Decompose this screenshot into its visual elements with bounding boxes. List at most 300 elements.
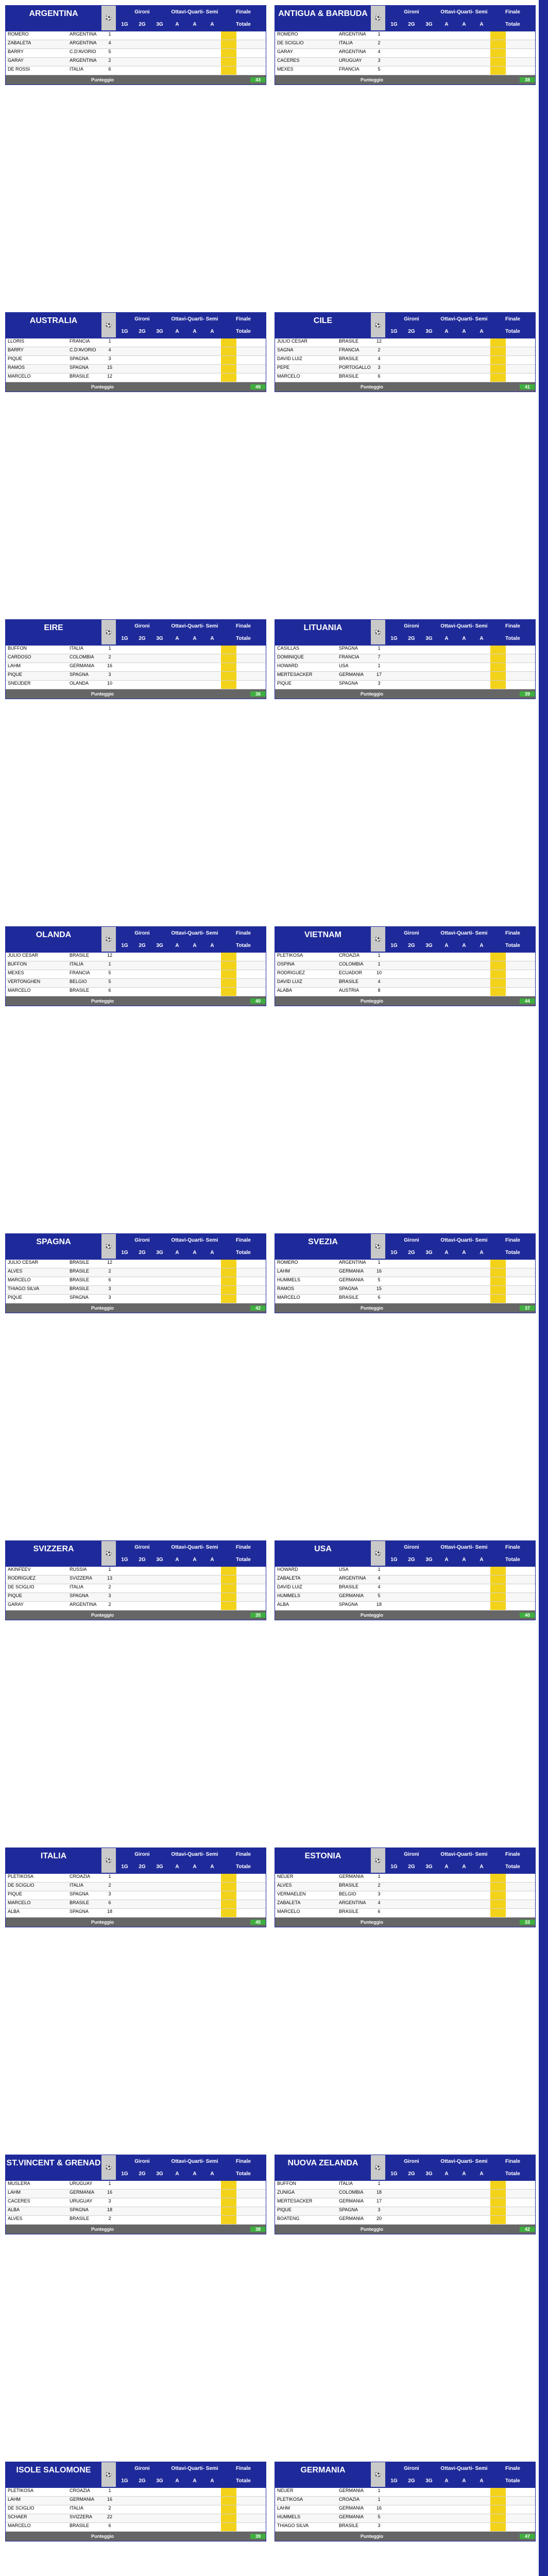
row-total — [221, 979, 236, 987]
table-row — [275, 953, 535, 961]
player-nation: ITALIA — [70, 2505, 83, 2511]
row-total — [221, 1575, 236, 1584]
row-total — [221, 988, 236, 996]
score-cell — [438, 663, 455, 671]
score-cell — [403, 365, 420, 373]
score-cell — [116, 663, 133, 671]
row-total — [490, 979, 506, 987]
player-name: CACERES — [277, 58, 300, 63]
country-title: SVIZZERA — [6, 1541, 101, 1566]
ottavi-header: Ottavi-Quarti- Semi — [440, 1544, 488, 1550]
score-cell — [473, 338, 490, 347]
col-header: 1G — [390, 2478, 398, 2484]
score-cell — [438, 1593, 455, 1601]
score-cell — [133, 2488, 151, 2496]
finale-header: Finale — [236, 1851, 251, 1857]
header-top — [116, 620, 266, 632]
player-number: 8 — [378, 988, 381, 993]
score-cell — [420, 2190, 438, 2198]
column-headers — [385, 620, 535, 645]
score-cell — [168, 970, 186, 978]
table-row — [275, 2207, 535, 2216]
score-cell — [420, 1584, 438, 1592]
row-total — [490, 31, 506, 40]
score-cell — [385, 66, 403, 75]
ottavi-header: Ottavi-Quarti- Semi — [171, 623, 218, 629]
player-number: 3 — [108, 1295, 111, 1300]
score-cell — [385, 49, 403, 57]
score-cell — [116, 1584, 133, 1592]
player-nation: ITALIA — [339, 2181, 353, 2186]
score-cell — [385, 2505, 403, 2514]
score-cell — [473, 663, 490, 671]
score-cell — [186, 2514, 203, 2522]
player-name: ZABALETA — [277, 1575, 301, 1581]
column-headers — [116, 1234, 266, 1259]
ottavi-header: Ottavi-Quarti- Semi — [440, 1851, 488, 1857]
col-header: A — [193, 2478, 197, 2484]
header-bottom — [116, 2475, 266, 2487]
score-cell — [203, 2216, 221, 2224]
player-nation: FRANCIA — [70, 970, 90, 975]
player-name: PEPE — [277, 365, 290, 370]
ottavi-header: Ottavi-Quarti- Semi — [171, 2465, 218, 2471]
team-panel — [5, 2462, 266, 2541]
col-header: 3G — [156, 2478, 163, 2484]
score-cell — [385, 1874, 403, 1882]
row-total — [490, 40, 506, 48]
footer-label: Punteggio — [91, 1306, 114, 1311]
score-cell — [186, 961, 203, 970]
ottavi-header: Ottavi-Quarti- Semi — [171, 1237, 218, 1243]
player-number: 12 — [107, 953, 112, 958]
score-cell — [116, 2497, 133, 2505]
score-cell — [438, 31, 455, 40]
finale-header: Finale — [236, 2158, 251, 2164]
score-cell — [385, 1909, 403, 1917]
col-header: A — [193, 635, 197, 641]
team-panel — [5, 5, 266, 85]
score-cell — [420, 681, 438, 689]
row-total — [490, 1909, 506, 1917]
player-name: HUMMELS — [277, 1277, 301, 1282]
player-name: BUFFON — [8, 646, 27, 651]
table-row — [275, 1575, 535, 1584]
score-cell — [116, 979, 133, 987]
col-header: 3G — [425, 635, 433, 641]
score-cell — [385, 347, 403, 355]
panel-footer — [6, 1611, 266, 1620]
score-cell — [116, 1883, 133, 1891]
col-header: A — [462, 2478, 466, 2484]
score-cell — [473, 1900, 490, 1908]
header-top — [116, 2155, 266, 2167]
score-cell — [186, 49, 203, 57]
player-name: SAGNA — [277, 347, 294, 352]
score-cell — [186, 663, 203, 671]
player-name: PLETIKOSA — [277, 953, 303, 958]
table-row — [275, 681, 535, 689]
player-nation: SPAGNA — [70, 1295, 89, 1300]
score-cell — [403, 2190, 420, 2198]
col-header: 2G — [408, 1556, 415, 1563]
table-row — [275, 31, 535, 40]
player-name: HUMMELS — [277, 1593, 301, 1598]
score-cell — [186, 1575, 203, 1584]
panel-header — [275, 1848, 535, 1874]
score-cell — [168, 1575, 186, 1584]
score-cell — [420, 2505, 438, 2514]
score-cell — [473, 1584, 490, 1592]
score-cell — [203, 654, 221, 663]
score-cell — [186, 1277, 203, 1285]
ottavi-header: Ottavi-Quarti- Semi — [440, 1237, 488, 1243]
score-cell — [385, 2190, 403, 2198]
score-cell — [168, 1295, 186, 1303]
col-header: 2G — [139, 2478, 146, 2484]
player-number: 17 — [376, 672, 382, 677]
score-cell — [385, 2198, 403, 2207]
col-header: A — [210, 1863, 214, 1870]
score-cell — [438, 1900, 455, 1908]
score-cell — [133, 365, 151, 373]
player-number: 1 — [108, 2488, 111, 2493]
table-row — [275, 1891, 535, 1900]
score-cell — [473, 1874, 490, 1882]
panel-header — [6, 313, 266, 338]
table-row — [6, 654, 266, 663]
score-cell — [438, 2190, 455, 2198]
col-header: 1G — [390, 1863, 398, 1870]
footer-label: Punteggio — [361, 1306, 383, 1311]
finale-header: Finale — [236, 1544, 251, 1550]
player-nation: BELGIO — [339, 1891, 356, 1896]
player-nation: COLOMBIA — [70, 654, 94, 659]
col-header: A — [210, 635, 214, 641]
score-cell — [203, 663, 221, 671]
score-cell — [438, 1277, 455, 1285]
col-header: 3G — [425, 1556, 433, 1563]
row-total — [490, 1575, 506, 1584]
player-nation: BRASILE — [70, 374, 90, 379]
player-number: 3 — [108, 2198, 111, 2204]
country-title: LITUANIA — [275, 620, 371, 645]
totale-header: Totale — [236, 1863, 251, 1870]
col-header: 1G — [390, 1556, 398, 1563]
player-name: DAVID LUIZ — [277, 979, 302, 984]
score-cell — [116, 2207, 133, 2215]
table-row — [6, 2497, 266, 2505]
score-cell — [203, 2207, 221, 2215]
col-header: A — [444, 2478, 449, 2484]
col-header: A — [444, 1863, 449, 1870]
col-header: 3G — [425, 2478, 433, 2484]
col-header: 3G — [156, 1863, 163, 1870]
score-cell — [438, 374, 455, 382]
score-cell — [186, 979, 203, 987]
score-cell — [151, 988, 168, 996]
score-cell — [116, 2523, 133, 2531]
gironi-header: Gironi — [404, 1237, 419, 1243]
player-nation: FRANCIA — [339, 66, 359, 72]
score-cell — [151, 2198, 168, 2207]
score-cell — [151, 2216, 168, 2224]
player-number: 1 — [378, 961, 381, 967]
score-cell — [151, 1602, 168, 1610]
col-header: 2G — [408, 328, 415, 334]
team-total: 38 — [250, 2227, 266, 2232]
player-nation: SPAGNA — [70, 1909, 89, 1914]
score-cell — [473, 2505, 490, 2514]
player-name: HUMMELS — [277, 2514, 301, 2519]
player-number: 1 — [378, 2488, 381, 2493]
column-headers — [116, 2462, 266, 2487]
player-nation: SPAGNA — [339, 1286, 358, 1291]
score-cell — [455, 1260, 473, 1268]
totale-header: Totale — [505, 1556, 520, 1563]
col-header: 2G — [139, 1863, 146, 1870]
header-bottom — [385, 2475, 535, 2487]
score-cell — [403, 356, 420, 364]
col-header: A — [444, 942, 449, 948]
player-rows — [275, 2488, 535, 2532]
score-cell — [133, 2207, 151, 2215]
table-row — [6, 2216, 266, 2225]
team-logo-icon: ⚽ — [101, 2462, 116, 2487]
score-cell — [385, 681, 403, 689]
col-header: 1G — [121, 635, 128, 641]
score-cell — [116, 2514, 133, 2522]
row-total — [490, 1602, 506, 1610]
score-cell — [473, 1602, 490, 1610]
score-cell — [168, 374, 186, 382]
row-total — [221, 1584, 236, 1592]
score-cell — [403, 1891, 420, 1900]
finale-header: Finale — [505, 1544, 520, 1550]
row-total — [490, 2198, 506, 2207]
score-cell — [385, 1891, 403, 1900]
score-cell — [403, 40, 420, 48]
score-cell — [403, 58, 420, 66]
footer-label: Punteggio — [361, 691, 383, 697]
table-row — [6, 988, 266, 996]
player-number: 3 — [378, 2523, 381, 2528]
score-cell — [203, 1602, 221, 1610]
team-logo-icon: ⚽ — [101, 1541, 116, 1566]
player-rows — [6, 1567, 266, 1611]
table-row — [275, 1295, 535, 1303]
table-row — [275, 2514, 535, 2523]
score-cell — [455, 1286, 473, 1294]
score-cell — [438, 646, 455, 654]
score-cell — [420, 347, 438, 355]
score-cell — [455, 2497, 473, 2505]
player-name: ZUNIGA — [277, 2190, 295, 2195]
player-nation: GERMANIA — [339, 1593, 364, 1598]
score-cell — [438, 2216, 455, 2224]
table-row — [275, 1584, 535, 1593]
score-cell — [133, 1567, 151, 1575]
col-header: 2G — [408, 942, 415, 948]
score-cell — [203, 347, 221, 355]
row-total — [221, 66, 236, 75]
player-nation: ECUADOR — [339, 970, 363, 975]
score-cell — [151, 338, 168, 347]
panel-header — [6, 1234, 266, 1260]
player-nation: SVIZZERA — [70, 1575, 93, 1581]
table-row — [275, 66, 535, 75]
score-cell — [455, 66, 473, 75]
score-cell — [403, 1909, 420, 1917]
score-cell — [116, 1286, 133, 1294]
score-cell — [403, 1883, 420, 1891]
player-name: ALVES — [277, 1883, 292, 1888]
col-header: 3G — [156, 2171, 163, 2177]
finale-header: Finale — [236, 316, 251, 322]
col-header: 2G — [139, 21, 146, 27]
player-nation: URUGUAY — [70, 2181, 93, 2186]
table-row — [275, 1260, 535, 1268]
gironi-header: Gironi — [404, 2465, 419, 2471]
score-cell — [133, 646, 151, 654]
header-top — [385, 313, 535, 325]
score-cell — [186, 2523, 203, 2531]
header-top — [116, 1848, 266, 1860]
panel-footer — [275, 689, 535, 699]
ottavi-header: Ottavi-Quarti- Semi — [440, 930, 488, 936]
player-number: 4 — [378, 979, 381, 984]
score-cell — [438, 1268, 455, 1277]
player-name: PLETIKOSA — [8, 1874, 34, 1879]
player-nation: ITALIA — [70, 1883, 83, 1888]
row-total — [221, 2181, 236, 2189]
panel-header — [6, 1541, 266, 1567]
score-cell — [203, 2190, 221, 2198]
col-header: A — [462, 635, 466, 641]
score-cell — [186, 66, 203, 75]
player-nation: GERMANIA — [339, 2216, 364, 2221]
finale-header: Finale — [505, 9, 520, 15]
player-name: MEXES — [8, 970, 24, 975]
player-number: 20 — [376, 2216, 382, 2221]
score-cell — [385, 979, 403, 987]
score-cell — [133, 1268, 151, 1277]
col-header: A — [193, 2171, 197, 2177]
row-total — [221, 49, 236, 57]
score-cell — [473, 1286, 490, 1294]
team-panel — [5, 1233, 266, 1313]
col-header: A — [210, 2171, 214, 2177]
table-row — [275, 1900, 535, 1909]
score-cell — [116, 356, 133, 364]
player-number: 1 — [378, 2181, 381, 2186]
score-cell — [438, 953, 455, 961]
score-cell — [186, 2181, 203, 2189]
score-cell — [473, 970, 490, 978]
col-header: A — [480, 635, 484, 641]
player-name: RAMOS — [277, 1286, 295, 1291]
team-logo-icon: ⚽ — [101, 620, 116, 645]
table-row — [6, 2181, 266, 2190]
player-name: OSPINA — [277, 961, 295, 967]
score-cell — [116, 31, 133, 40]
score-cell — [403, 1295, 420, 1303]
score-cell — [151, 1286, 168, 1294]
player-number: 4 — [108, 40, 111, 45]
table-row — [6, 953, 266, 961]
score-cell — [203, 2488, 221, 2496]
player-name: SCHAER — [8, 2514, 27, 2519]
score-cell — [473, 1567, 490, 1575]
footer-label: Punteggio — [361, 2534, 383, 2539]
score-cell — [151, 1277, 168, 1285]
player-number: 6 — [108, 988, 111, 993]
team-logo-icon: ⚽ — [101, 927, 116, 952]
row-total — [221, 681, 236, 689]
player-name: LAHM — [277, 2505, 290, 2511]
player-number: 1 — [378, 1260, 381, 1265]
table-row — [6, 2190, 266, 2198]
score-cell — [203, 2497, 221, 2505]
player-number: 1 — [378, 953, 381, 958]
score-cell — [151, 961, 168, 970]
player-name: PIQUE — [8, 1593, 23, 1598]
player-name: BUFFON — [277, 2181, 296, 2186]
table-row — [6, 1602, 266, 1611]
row-total — [221, 1567, 236, 1575]
player-name: AKINFEEV — [8, 1567, 31, 1572]
player-name: LLORIS — [8, 338, 25, 344]
player-nation: SPAGNA — [339, 2207, 358, 2212]
score-cell — [438, 1286, 455, 1294]
score-cell — [385, 1584, 403, 1592]
totale-header: Totale — [236, 1249, 251, 1256]
panel-footer — [6, 1303, 266, 1313]
player-rows — [275, 338, 535, 382]
player-nation: GERMANIA — [339, 2514, 364, 2519]
score-cell — [151, 1584, 168, 1592]
score-cell — [438, 1891, 455, 1900]
player-number: 1 — [108, 338, 111, 344]
score-cell — [186, 2216, 203, 2224]
score-cell — [385, 356, 403, 364]
score-cell — [385, 672, 403, 680]
score-cell — [186, 1286, 203, 1294]
score-cell — [473, 953, 490, 961]
totale-header: Totale — [236, 635, 251, 641]
col-header: 1G — [390, 635, 398, 641]
score-cell — [151, 66, 168, 75]
footer-label: Punteggio — [91, 77, 114, 82]
score-cell — [116, 1277, 133, 1285]
score-cell — [151, 1295, 168, 1303]
footer-label: Punteggio — [361, 384, 383, 389]
score-cell — [438, 58, 455, 66]
table-row — [6, 646, 266, 654]
score-cell — [473, 2216, 490, 2224]
player-number: 2 — [378, 347, 381, 352]
player-nation: SPAGNA — [70, 365, 89, 370]
panel-footer — [6, 75, 266, 84]
score-cell — [420, 1891, 438, 1900]
col-header: A — [193, 21, 197, 27]
score-cell — [168, 2488, 186, 2496]
score-cell — [186, 2505, 203, 2514]
player-nation: GERMANIA — [70, 2190, 95, 2195]
col-header: A — [462, 1556, 466, 1563]
score-cell — [186, 374, 203, 382]
table-row — [6, 31, 266, 40]
